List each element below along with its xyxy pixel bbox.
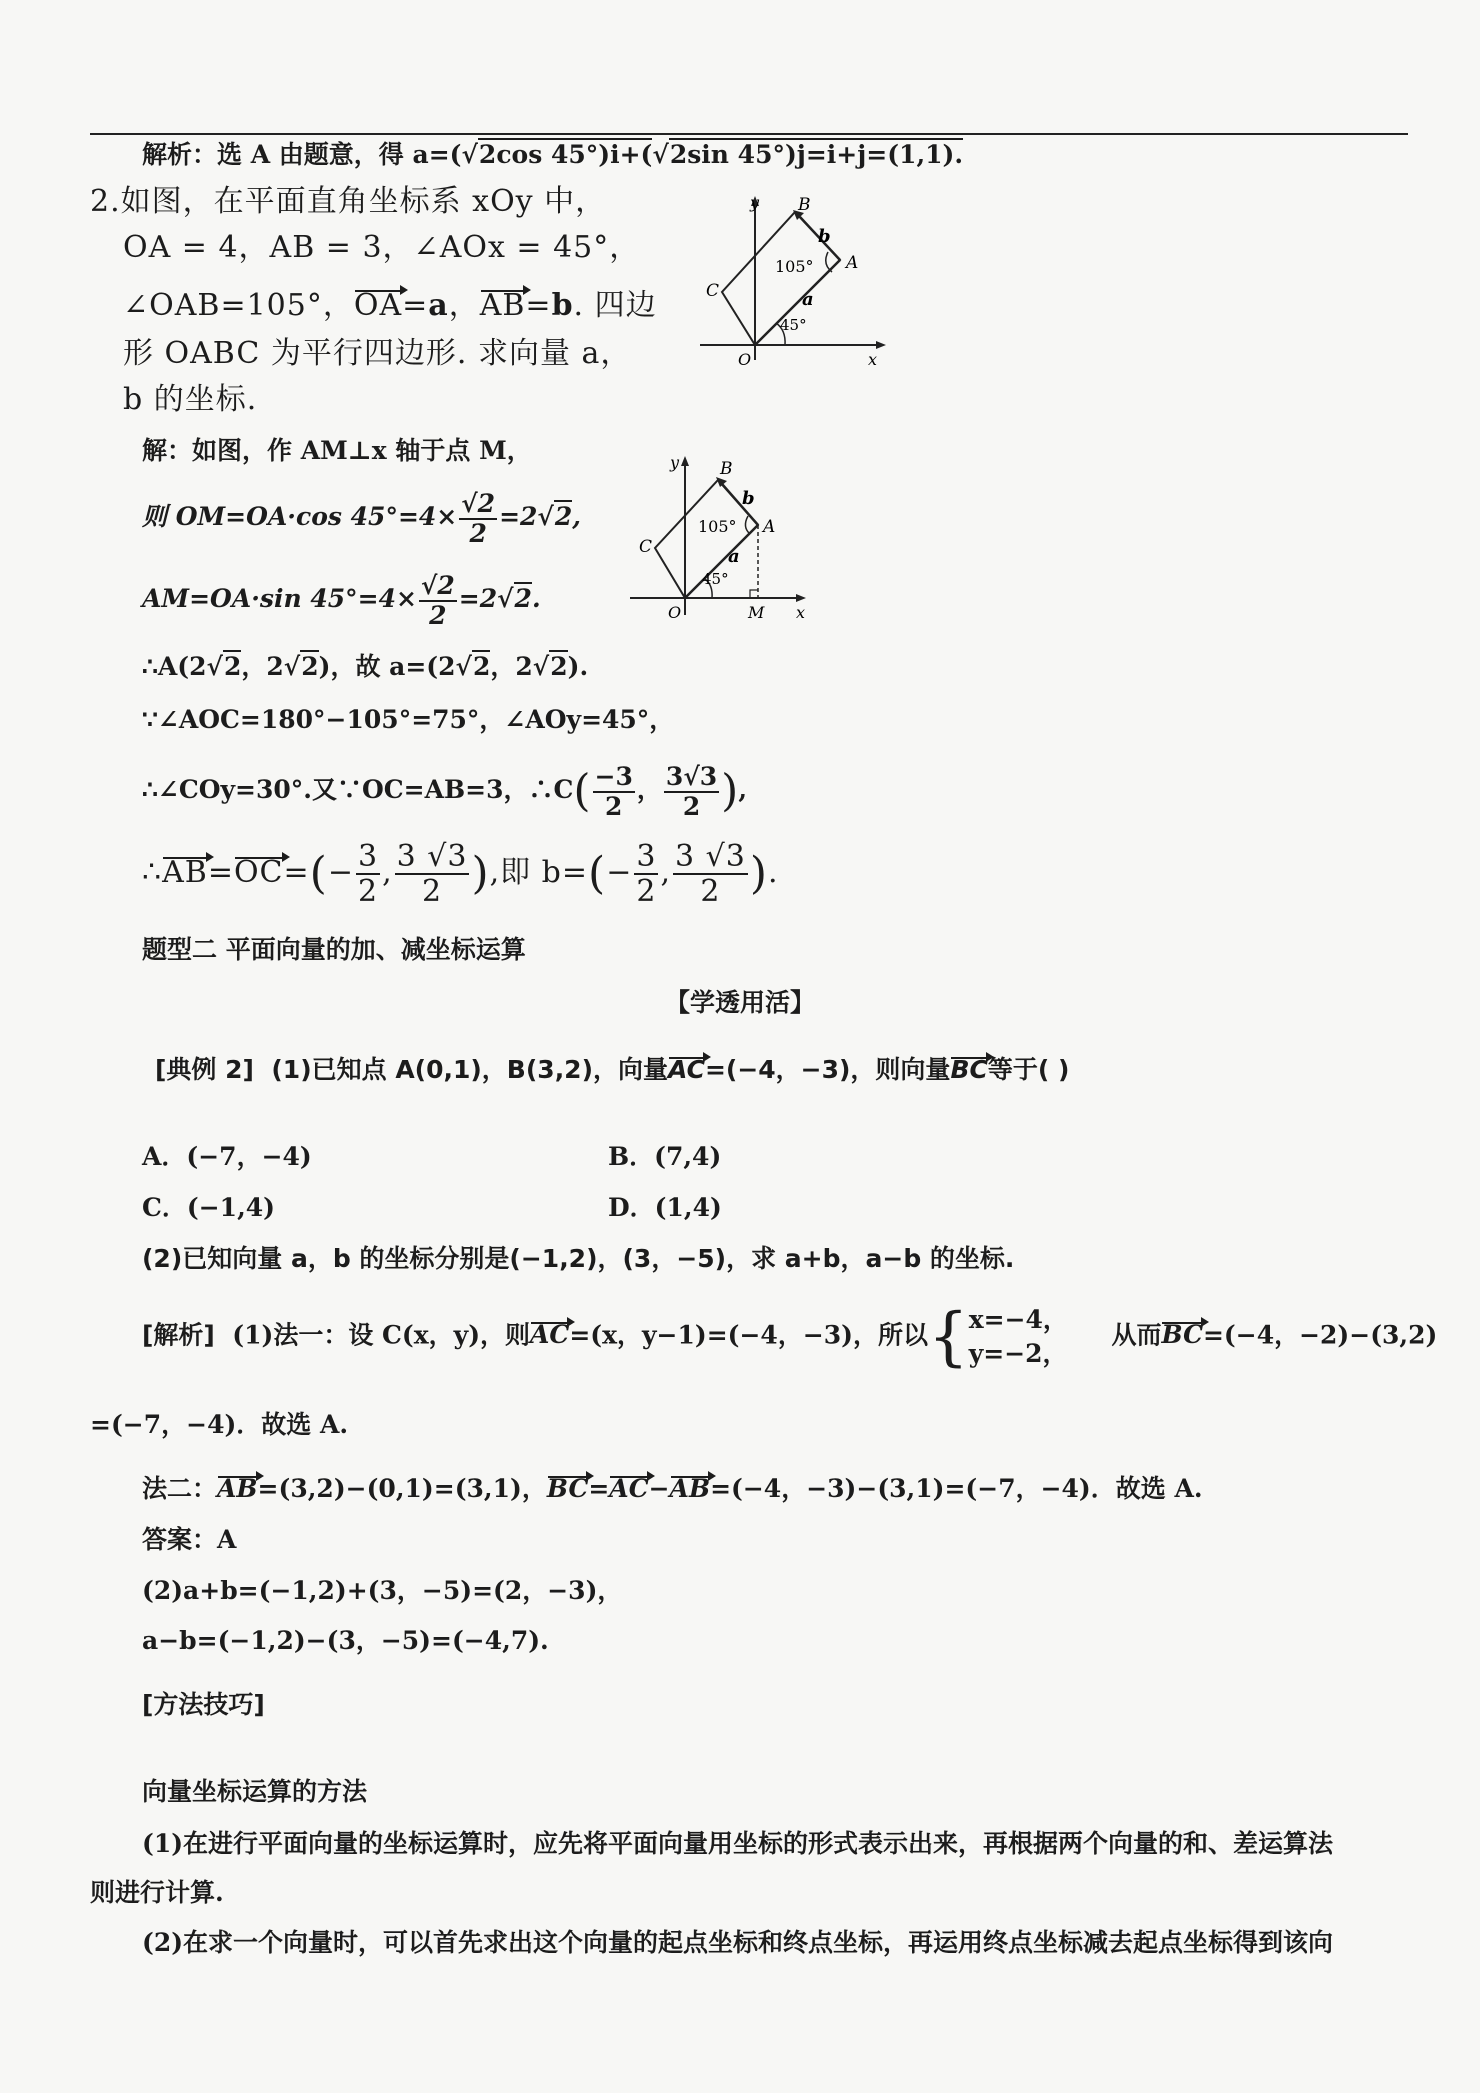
svg-text:105°: 105° [698, 517, 737, 536]
svg-text:b: b [742, 488, 755, 509]
method-item1-cont: 则进行计算. [90, 1878, 224, 1907]
top-rule [90, 133, 1408, 135]
svg-text:y: y [670, 453, 680, 472]
analysis-method1-cont: =(−7，−4)．故选 A. [90, 1410, 349, 1439]
svg-text:45°: 45° [780, 316, 807, 334]
diff-line: a−b=(−1,2)−(3，−5)=(−4,7). [142, 1626, 549, 1655]
figure-parallelogram-2 [630, 450, 820, 630]
learn-title: 【学透用活】 [664, 988, 815, 1017]
solution-line2: 则 OM=OA·cos 45°=4× $\frac{√2}{2}$ =2√2, [142, 489, 581, 548]
svg-text:O: O [668, 603, 682, 622]
svg-text:O: O [738, 350, 752, 369]
method-title: 向量坐标运算的方法 [142, 1777, 368, 1806]
svg-text:y: y [750, 193, 760, 212]
example-question2: (2)已知向量 a，b 的坐标分别是(−1,2)，(3，−5)，求 a+b，a−b 的坐标. [142, 1244, 1015, 1273]
svg-text:C: C [706, 281, 720, 301]
solution-line4: ∴A(2√2，2√2)，故 a=(2√2，2√2). [142, 652, 589, 681]
problem2-line5: b 的坐标. [123, 382, 258, 417]
method-label: [方法技巧] [142, 1690, 265, 1719]
solution-line6: ∴∠COy=30°.又∵OC=AB=3，∴C( $\frac{-3}{2}$ ， $\frac{3√3}{2}$ ), [142, 762, 748, 821]
svg-text:C: C [639, 537, 653, 557]
svg-text:A: A [846, 253, 859, 273]
problem2-line3: ∠OAB=105°，OA=a，AB=b. 四边 [123, 288, 657, 323]
svg-text:b: b [818, 226, 831, 247]
solution-line1: 解：如图，作 AM⊥x 轴于点 M， [142, 436, 532, 465]
method-item1: (1)在进行平面向量的坐标运算时，应先将平面向量用坐标的形式表示出来，再根据两个向量的和、差运算法 [142, 1829, 1334, 1858]
section-title: 题型二 平面向量的加、减坐标运算 [142, 935, 526, 964]
svg-text:B: B [720, 459, 733, 479]
analysis-method1: [解析] (1)法一：设 C(x，y)，则AC=(x，y−1)=(−4，−3)，所以{ x=−4， y=−2， 从而BC=(−4，−2)−(3,2) [142, 1299, 1438, 1374]
equation-system: x=−4， y=−2， [968, 1305, 1068, 1368]
problem2-line2: OA = 4，AB = 3，∠AOx = 45°， [123, 230, 641, 265]
option-a: A．(−7，−4) [142, 1142, 312, 1171]
svg-text:B: B [798, 195, 811, 215]
option-d: D．(1,4) [608, 1193, 722, 1222]
fraction-sqrt2-over-2: $\frac{√2}{2}$ [420, 571, 455, 630]
problem2-line4: 形 OABC 为平行四边形. 求向量 a， [123, 336, 632, 371]
svg-text:105°: 105° [775, 257, 814, 276]
svg-text:M: M [748, 603, 765, 622]
option-b: B．(7,4) [608, 1142, 722, 1171]
svg-text:x: x [796, 603, 806, 622]
x-axis-arrow [796, 594, 806, 602]
y-axis-arrow [681, 456, 689, 466]
svg-text:a: a [802, 289, 814, 310]
method-item2: (2)在求一个向量时，可以首先求出这个向量的起点坐标和终点坐标，再运用终点坐标减去起点坐标得到该向 [142, 1928, 1334, 1957]
option-c: C．(−1,4) [142, 1193, 275, 1222]
example-question1: [典例 2] (1)已知点 A(0,1)，B(3,2)，向量AC=(−4，−3)，则向量BC等于( ) [155, 1055, 1070, 1084]
svg-text:45°: 45° [702, 570, 729, 588]
figure-parallelogram-1 [690, 190, 890, 370]
solution-line5: ∵∠AOC=180°−105°=75°，∠AOy=45°， [142, 705, 675, 734]
svg-text:A: A [763, 517, 776, 537]
svg-text:a: a [728, 546, 740, 567]
intro-answer-line: 解析：选 A 由题意，得 a=(√2cos 45°)i+(√2sin 45°)j=i+j=(1,1). [142, 140, 964, 169]
problem2-line1: 2.如图，在平面直角坐标系 xOy 中， [90, 184, 607, 219]
fraction-sqrt2-over-2: $\frac{√2}{2}$ [461, 489, 496, 548]
solution-line7: ∴AB=OC=(− $\frac{3}{2}$ , $\frac{3 √3}{2}$ ),即 b=(− $\frac{3}{2}$ , $\frac{3 √3}{2}$ ). [142, 839, 779, 909]
sum-line: (2)a+b=(−1,2)+(3，−5)=(2，−3)， [142, 1576, 623, 1605]
analysis-method2: 法二：AB=(3,2)−(0,1)=(3,1)，BC=AC−AB=(−4，−3)−(3,1)=(−7，−4)．故选 A. [142, 1474, 1203, 1503]
svg-text:x: x [868, 350, 878, 369]
x-axis-arrow [876, 341, 886, 349]
answer-line: 答案：A [142, 1525, 237, 1554]
right-angle-mark [750, 590, 758, 598]
solution-line3: AM=OA·sin 45°=4× $\frac{√2}{2}$ =2√2. [142, 571, 541, 630]
angle-arc-105 [745, 516, 750, 534]
